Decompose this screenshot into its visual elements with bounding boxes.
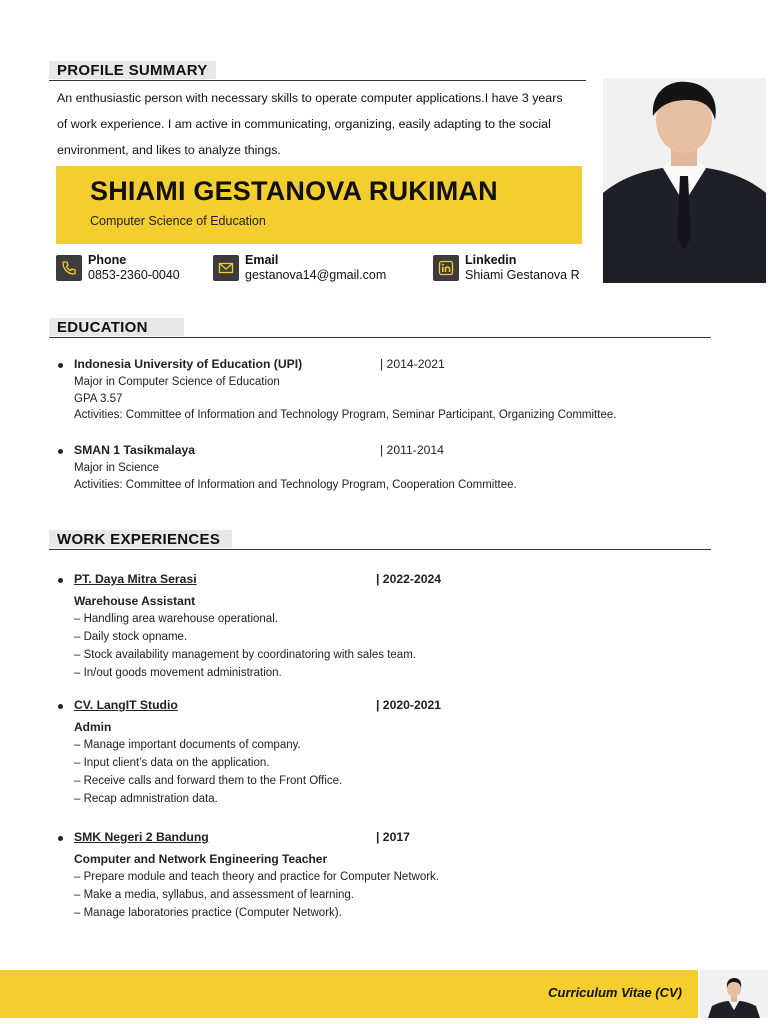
work-years: | 2020-2021 (376, 698, 442, 712)
name-banner (56, 166, 582, 244)
profile-photo (603, 78, 766, 283)
education-details (74, 460, 517, 493)
work-details (74, 850, 439, 922)
work-details (74, 718, 342, 808)
task-line: – Make a media, syllabus, and assessment of learning. (74, 889, 354, 901)
section-rule (49, 80, 586, 81)
job-role: Admin (74, 720, 112, 734)
company-name: SMK Negeri 2 Bandung (74, 830, 209, 844)
summary-line: An enthusiastic person with necessary skills to operate computer applications.I have 3 years (57, 91, 563, 105)
footer-title: Curriculum Vitae (CV) (548, 985, 682, 1000)
profile-summary-heading: PROFILE SUMMARY (49, 61, 216, 79)
linkedin-value[interactable]: Shiami Gestanova R (465, 268, 580, 282)
task-line: – In/out goods movement administration. (74, 667, 282, 679)
full-name: SHIAMI GESTANOVA RUKIMAN (90, 176, 498, 206)
task-line: – Daily stock opname. (74, 631, 188, 643)
bullet (58, 704, 63, 709)
linkedin-icon (433, 255, 459, 281)
education-header (49, 318, 711, 340)
school-name: SMAN 1 Tasikmalaya (74, 443, 196, 457)
school-years: | 2014-2021 (380, 357, 445, 371)
email-label: Email (245, 253, 279, 267)
bullet (58, 836, 63, 841)
phone-icon (56, 255, 82, 281)
phone-label: Phone (88, 253, 127, 267)
summary-line: environment, and likes to analyze things. (57, 143, 281, 157)
task-line: – Manage important documents of company. (74, 739, 301, 751)
footer-bar (0, 970, 698, 1018)
contact-email (213, 253, 413, 285)
job-role: Warehouse Assistant (74, 594, 196, 608)
task-line: – Stock availability management by coordinatoring with sales team. (74, 649, 416, 661)
name-subtitle: Computer Science of Education (90, 214, 266, 228)
school-name: Indonesia University of Education (UPI) (74, 357, 303, 371)
education-details (74, 374, 616, 424)
school-years: | 2011-2014 (380, 443, 444, 457)
task-line: – Handling area warehouse operational. (74, 613, 278, 625)
bullet (58, 363, 63, 368)
detail-line: Major in Science (74, 462, 160, 474)
bullet (58, 578, 63, 583)
task-line: – Receive calls and forward them to the Front Office. (74, 775, 343, 787)
detail-line: GPA 3.57 (74, 392, 123, 405)
detail-line: Major in Computer Science of Education (74, 376, 280, 388)
phone-value: 0853-2360-0040 (88, 268, 180, 282)
company-name: PT. Daya Mitra Serasi (74, 572, 197, 586)
work-years: | 2022-2024 (376, 572, 442, 586)
contact-linkedin (433, 253, 593, 285)
detail-line: Activities: Committee of Information and Technology Program, Cooperation Committee. (74, 478, 517, 491)
section-rule (49, 337, 711, 338)
linkedin-label: Linkedin (465, 253, 517, 267)
work-years: | 2017 (376, 830, 410, 844)
email-value[interactable]: gestanova14@gmail.com (245, 268, 387, 282)
profile-summary-text (57, 85, 592, 163)
task-line: – Manage laboratories practice (Computer Network). (74, 907, 342, 919)
profile-summary-header (49, 61, 586, 83)
summary-line: of work experience. I am active in communicating, organizing, easily adapting to the social (57, 117, 551, 131)
work-header (49, 530, 711, 552)
education-heading: EDUCATION (49, 318, 184, 336)
bullet (58, 449, 63, 454)
footer-photo-thumbnail (700, 970, 768, 1018)
company-name: CV. LangIT Studio (74, 698, 178, 712)
detail-line: Activities: Committee of Information and Technology Program, Seminar Participant, Organizing Committee. (74, 409, 617, 421)
work-details (74, 592, 416, 682)
task-line: – Input client’s data on the application. (74, 757, 270, 769)
contact-phone (56, 253, 206, 285)
task-line: – Recap admnistration data. (74, 793, 218, 805)
mail-icon (213, 255, 239, 281)
section-rule (49, 549, 711, 550)
task-line: – Prepare module and teach theory and practice for Computer Network. (74, 871, 439, 883)
job-role: Computer and Network Engineering Teacher (74, 852, 328, 866)
work-heading: WORK EXPERIENCES (49, 530, 232, 548)
